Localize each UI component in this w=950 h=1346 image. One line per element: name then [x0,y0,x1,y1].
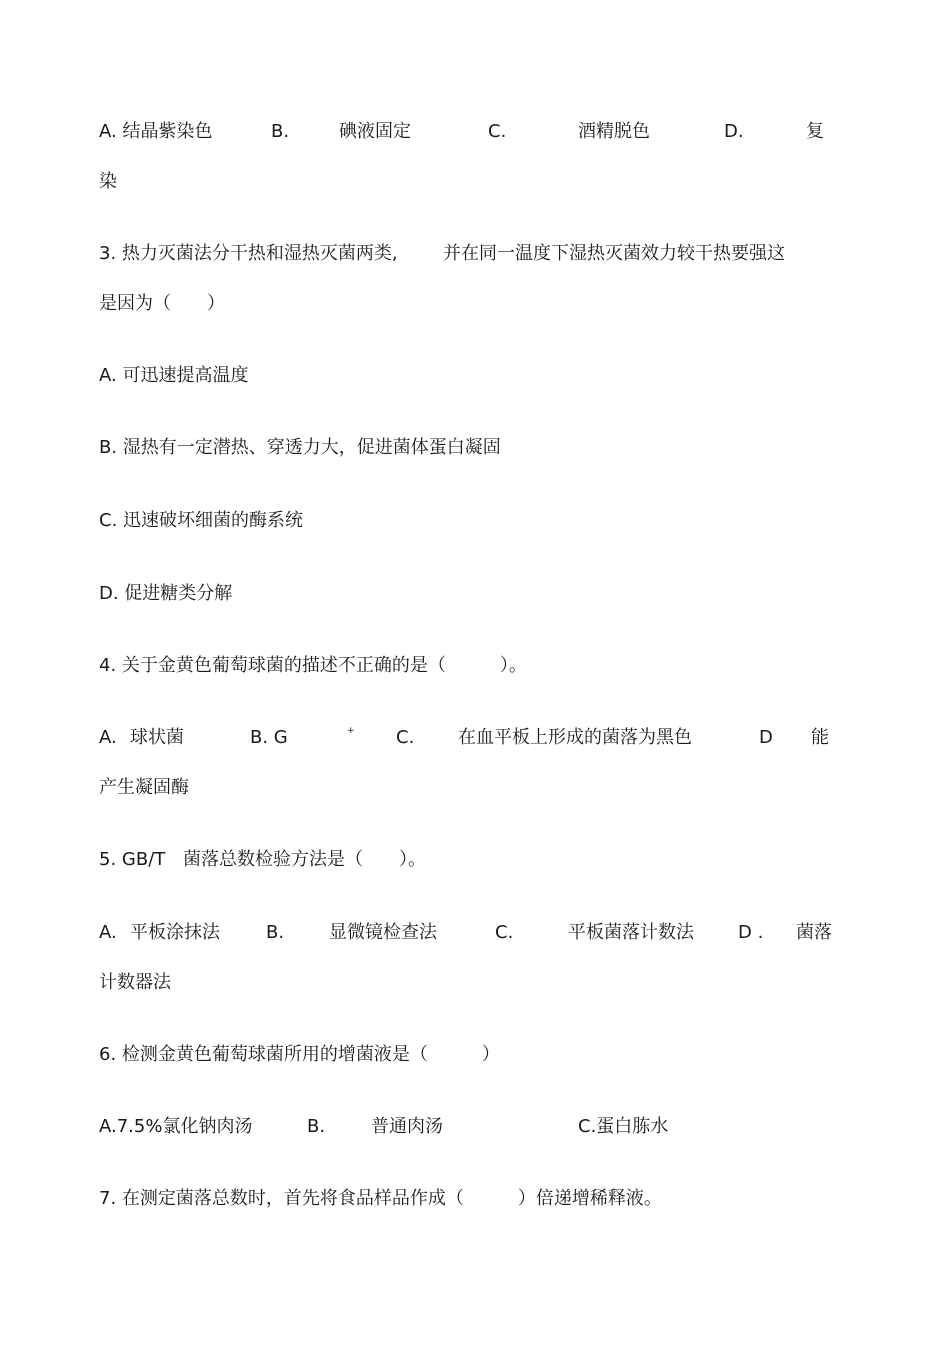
q4-option-c-label: C. [396,727,415,748]
q3-stem-line2: 是因为（ ） [99,293,225,314]
q5-option-b-label: B. [266,922,285,943]
q3-stem-part1: 3. 热力灭菌法分干热和湿热灭菌两类, [99,243,398,264]
q6-option-b-label: B. [307,1116,326,1137]
q5-stem-part1: 5. GB/T [99,849,166,870]
q3-option-d: D. 促进糖类分解 [99,583,233,604]
q2-option-d-text: 复 [806,121,824,142]
q3-stem-part2: 并在同一温度下湿热灭菌效力较干热要强这 [443,243,785,264]
q2-option-b-text: 碘液固定 [339,121,411,142]
q6-option-b-text: 普通肉汤 [371,1116,443,1137]
q2-option-d-label: D. [724,121,744,142]
q3-option-c: C. 迅速破坏细菌的酶系统 [99,510,304,531]
q6-option-a: A.7.5%氯化钠肉汤 [99,1116,253,1137]
q5-option-d-text: 菌落 [796,922,832,943]
q5-option-a-text: 平板涂抹法 [130,922,220,943]
q4-option-d-text: 能 [811,727,829,748]
q2-option-d-text-wrap: 染 [99,171,117,192]
q5-option-b-text: 显微镜检查法 [329,922,437,943]
q4-option-d-text-wrap: 产生凝固酶 [99,777,189,798]
q6-stem: 6. 检测金黄色葡萄球菌所用的增菌液是（ ） [99,1044,500,1065]
q5-stem-part2: 菌落总数检验方法是（ ）。 [183,849,426,870]
q5-option-a-label: A. [99,922,117,943]
q4-option-d-label: D [759,727,773,748]
q4-option-a-label: A. [99,727,117,748]
q4-option-c-text: 在血平板上形成的菌落为黑色 [458,727,692,748]
q5-option-c-text: 平板菌落计数法 [568,922,694,943]
q5-option-d-text-wrap: 计数器法 [99,972,171,993]
q2-option-c-label: C. [488,121,507,142]
q2-option-b-label: B. [271,121,290,142]
q5-option-c-label: C. [495,922,514,943]
q2-option-c-text: 酒精脱色 [578,121,650,142]
q4-option-b-superscript: + [347,726,355,736]
q2-option-a: A. 结晶紫染色 [99,121,213,142]
q3-option-a: A. 可迅速提高温度 [99,365,249,386]
q7-stem: 7. 在测定菌落总数时，首先将食品样品作成（ ）倍递增稀释液。 [99,1188,662,1209]
q4-stem: 4. 关于金黄色葡萄球菌的描述不正确的是（ ）。 [99,655,527,676]
q4-option-b-text: B. G [250,727,288,748]
q3-option-b: B. 湿热有一定潜热、穿透力大，促进菌体蛋白凝固 [99,437,501,458]
q4-option-a-text: 球状菌 [130,727,184,748]
q5-option-d-label: D . [738,922,764,943]
q6-option-c: C.蛋白胨水 [578,1116,669,1137]
